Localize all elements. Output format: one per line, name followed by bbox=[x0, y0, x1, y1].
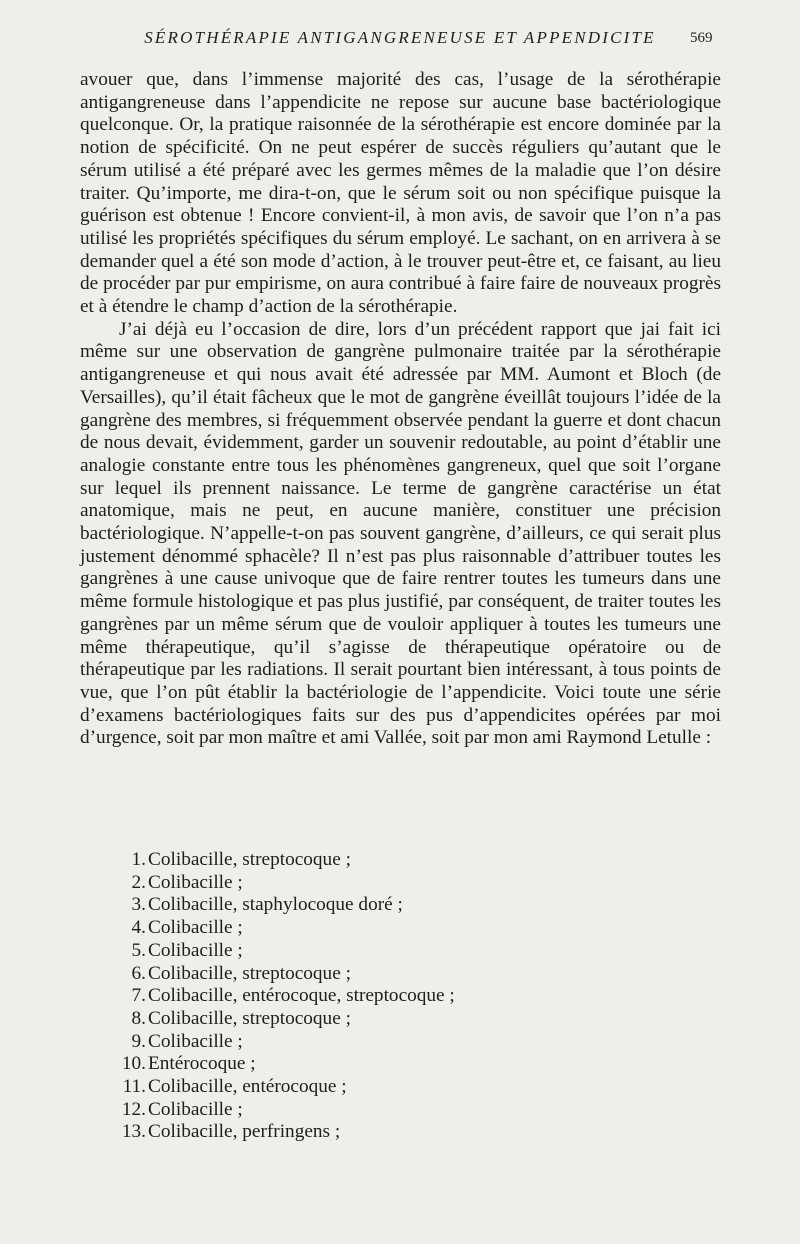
list-item-text: Colibacille ; bbox=[148, 1098, 243, 1120]
list-item bbox=[110, 985, 670, 1008]
list-item-number: 3. bbox=[131, 894, 146, 916]
list-item-number: 11. bbox=[122, 1076, 146, 1098]
list-item-number: 10. bbox=[121, 1053, 146, 1075]
list-item bbox=[110, 1076, 670, 1099]
list-item bbox=[110, 1053, 670, 1076]
list-item-number: 7. bbox=[131, 985, 146, 1007]
list-item-text: Colibacille, perfringens ; bbox=[148, 1121, 341, 1143]
body-text bbox=[80, 69, 721, 750]
list-item-text: Colibacille ; bbox=[148, 939, 243, 961]
list-item bbox=[110, 940, 670, 963]
list-item-text: Colibacille, entérocoque, streptocoque ; bbox=[148, 985, 455, 1007]
list-item-text: Colibacille, staphylocoque doré ; bbox=[148, 894, 403, 916]
list-item-number: 12. bbox=[121, 1098, 146, 1120]
list-item bbox=[110, 963, 670, 986]
list-item-text: Colibacille, streptocoque ; bbox=[148, 849, 351, 870]
list-item bbox=[110, 1008, 670, 1031]
list-item bbox=[110, 917, 670, 940]
list-item-number: 13. bbox=[121, 1121, 146, 1143]
list-item-number: 1. bbox=[131, 849, 146, 870]
list-item bbox=[110, 894, 670, 917]
list-item-number: 5. bbox=[131, 939, 146, 961]
list-item-number: 8. bbox=[131, 1007, 146, 1029]
list-item bbox=[110, 1031, 670, 1054]
page-number: 569 bbox=[690, 30, 713, 46]
paragraph: J’ai déjà eu l’occasion de dire, lors d’un précédent rapport que jai fait ici même sur une observation de gangrène pulmonaire traitée par la sérothérapie antigangreneuse et qui nous avait été adressée par MM. Aumont et Bloch (de Versailles), qu’il était fâcheux que le mot de gangrène éveillât toujours l’idée de la gangrène des membres, si fréquemment observée pendant la guerre et dont chacun de nous devait, évidemment, garder un souvenir redoutable, au point d’établir une analogie constante entre tous les phénomènes gangreneux, quel que soit l’organe sur lequel ils prennent naissance. Le terme de gangrène caractérise un état anatomique, mais ne peut, en aucune manière, constituer une précision bactériologique. N’appelle-t-on pas souvent gangrène, d’ailleurs, ce qui serait plus justement dénommé sphacèle? Il n’est pas plus raisonnable d’attribuer toutes les gangrènes à une cause univoque que de faire rentrer toutes les tumeurs dans une même formule histologique et pas plus justifié, par conséquent, de traiter toutes les gangrènes par un même sérum que de vouloir appliquer à toutes les tumeurs une même thérapeutique, qu’il s’agisse de thérapeutique opératoire ou de thérapeutique par les radiations. Il serait pourtant bien intéressant, à tous points de vue, que l’on pût établir la bactériologie de l’appendicite. Voici toute une série d’examens bactériologiques faits sur des pus d’appendicites opérées par moi d’urgence, soit par mon maître et ami Vallée, soit par mon ami Raymond Letulle : bbox=[80, 318, 721, 749]
list-item-text: Colibacille ; bbox=[148, 871, 243, 893]
list-item-number: 9. bbox=[131, 1030, 146, 1052]
list-item bbox=[110, 872, 670, 895]
bacteriology-list bbox=[110, 849, 670, 1144]
list-item-text: Colibacille ; bbox=[148, 917, 243, 939]
list-item-number: 2. bbox=[131, 871, 146, 893]
list-item-number: 4. bbox=[131, 917, 146, 939]
list-item-text: Colibacille, streptocoque ; bbox=[148, 1007, 351, 1029]
paragraph: avouer que, dans l’immense majorité des cas, l’usage de la sérothérapie antigangreneuse dans l’appendicite ne repose sur aucune base bactériologique quelconque. Or, la pratique raisonnée de la sérothérapie est encore dominée par la notion de spécificité. On ne peut espérer de succès réguliers qu’autant que le sérum utilisé a été préparé avec les germes mêmes de la maladie que l’on désire traiter. Qu’importe, me dira-t-on, que le sérum soit ou non spécifique puisque la guérison est obtenue ! Encore convient-il, à mon avis, de savoir que l’on n’a pas utilisé les propriétés spécifiques du sérum employé. Le sachant, on en arrivera à se demander quel a été son mode d’action, à le trouver peut-être et, ce faisant, au lieu de procéder par pur empirisme, on aura contribué à faire faire de nouveaux progrès et à étendre le champ d’action de la sérothérapie. bbox=[80, 69, 721, 318]
running-head: SÉROTHÉRAPIE ANTIGANGRENEUSE ET APPENDICITE bbox=[144, 28, 656, 47]
list-item bbox=[110, 849, 670, 872]
list-item-text: Entérocoque ; bbox=[148, 1053, 256, 1075]
list-item-text: Colibacille ; bbox=[148, 1030, 243, 1052]
list-item-text: Colibacille, entérocoque ; bbox=[148, 1076, 347, 1098]
list-item bbox=[110, 1121, 670, 1144]
list-item bbox=[110, 1099, 670, 1122]
list-item-text: Colibacille, streptocoque ; bbox=[148, 962, 351, 984]
list-item-number: 6. bbox=[131, 962, 146, 984]
